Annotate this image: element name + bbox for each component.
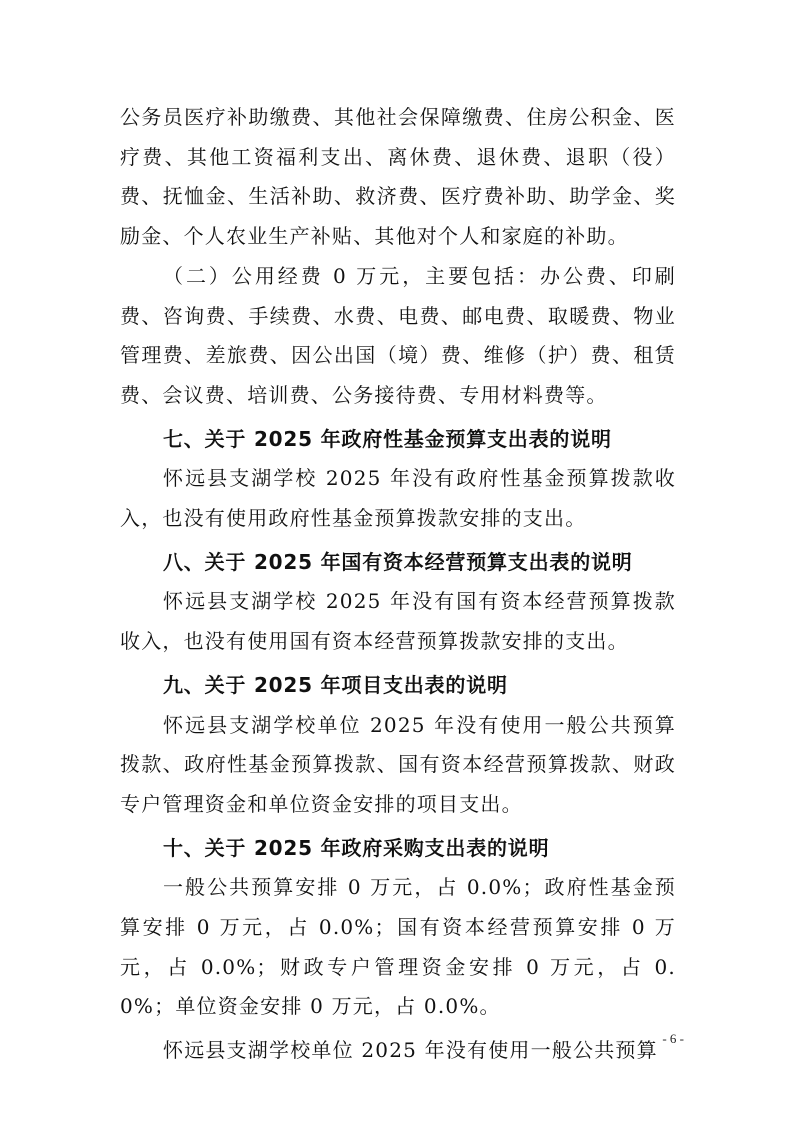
heading-section-8: 八、关于 2025 年国有资本经营预算支出表的说明 (163, 549, 633, 574)
paragraph-procurement-breakdown: 一般公共预算安排 0 万元，占 0.0%；政府性基金预算安排 0 万元，占 0.0%；国有资本经营预算安排 0 万元，占 0.0%；财政专户管理资金安排 0 万元，占 0.0%；单位资金安排 0 万元，占 0.0%。 (120, 875, 676, 1019)
paragraph-state-capital-budget: 怀远县支湖学校 2025 年没有国有资本经营预算拨款收入，也没有使用国有资本经营预算拨款安排的支出。 (120, 589, 676, 654)
paragraph-procurement-continued: 怀远县支湖学校单位 2025 年没有使用一般公共预算 (163, 1038, 658, 1063)
paragraph-project-expenditure: 怀远县支湖学校单位 2025 年没有使用一般公共预算拨款、政府性基金预算拨款、国有资本经营预算拨款、财政专户管理资金和单位资金安排的项目支出。 (120, 712, 676, 816)
paragraph-personnel-expenses: 公务员医疗补助缴费、其他社会保障缴费、住房公积金、医疗费、其他工资福利支出、离休费、退休费、退职（役）费、抚恤金、生活补助、救济费、医疗费补助、助学金、奖励金、个人农业生产补贴、其他对个人和家庭的补助。 (120, 105, 676, 249)
paragraph-government-fund-budget: 怀远县支湖学校 2025 年没有政府性基金预算拨款收入，也没有使用政府性基金预算拨款安排的支出。 (120, 466, 676, 531)
document-body (120, 98, 676, 1071)
heading-section-7: 七、关于 2025 年政府性基金预算支出表的说明 (163, 426, 612, 451)
page-number: - 6 - (662, 1031, 684, 1046)
heading-section-10: 十、关于 2025 年政府采购支出表的说明 (163, 835, 550, 860)
paragraph-public-expenses: （二）公用经费 0 万元，主要包括：办公费、印刷费、咨询费、手续费、水费、电费、邮电费、取暖费、物业管理费、差旅费、因公出国（境）费、维修（护）费、租赁费、会议费、培训费、公务接待费、专用材料费等。 (120, 263, 676, 407)
heading-section-9: 九、关于 2025 年项目支出表的说明 (163, 672, 508, 697)
